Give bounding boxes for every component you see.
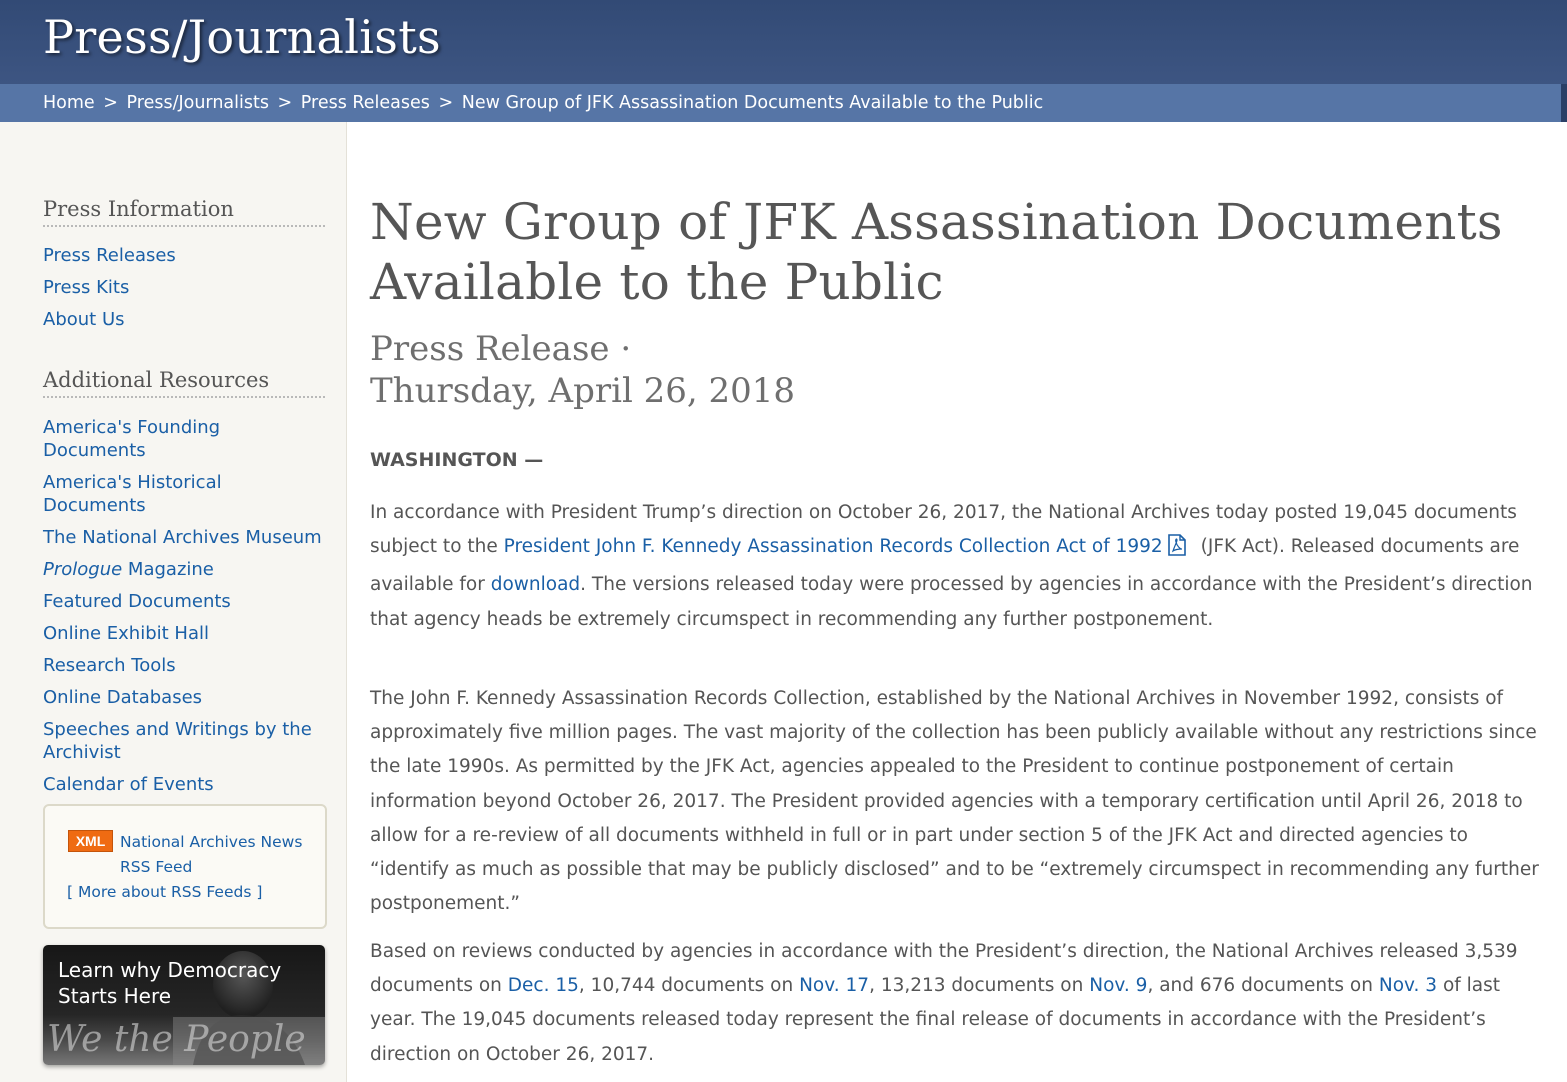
breadcrumb-current: New Group of JFK Assassination Documents Available to the Public [461,93,1044,113]
rss-bracket-open: [ [67,883,78,901]
paragraph-3-text-e: of last year. The 19,045 documents released today represent the final release of documents in accordance with the President’s direction on October 26, 2017. [370,975,1501,1065]
paragraph-3-text-d: , and 676 documents on [1147,975,1379,997]
rss-feed-box [43,804,327,929]
dec-15-link[interactable]: Dec. 15 [507,975,579,997]
breadcrumb-separator: > [438,93,454,113]
jfk-act-link[interactable]: President John F. Kennedy Assassination Records Collection Act of 1992 [503,536,1163,558]
paragraph-3-text-b: , 10,744 documents on [578,975,800,997]
breadcrumb-home[interactable]: Home [43,93,95,113]
xml-feed-icon[interactable]: XML [68,830,113,852]
democracy-promo-banner[interactable] [43,945,325,1065]
sidebar-link-speeches-writings[interactable]: Speeches and Writings by the Archivist [43,719,312,763]
promo-text: Learn why Democracy Starts Here [58,958,282,1008]
paragraph-1-text-b: (JFK Act). Released documents are available for [370,536,1520,596]
download-link[interactable]: download [490,574,581,596]
we-the-people-script: We the People [47,1019,306,1060]
paragraph-2: The John F. Kennedy Assassination Records Collection, established by the National Archives in November 1992, consists of approximately five million pages. The vast majority of the collection has been publicly available without any restrictions since the late 1990s. As permitted by the JFK Act, agencies appealed to the President to continue postponement of certain information beyond October 26, 2017. The President provided agencies with a temporary certification until April 26, 2018 to allow for a re-review of all documents withheld in full or in part under section 5 of the JFK Act and directed agencies to “identify as much as possible that may be publicly disclosed” and to be “extremely circumspect in recommending any further postponement.” [370,688,1539,915]
article-type: Press Release · [370,329,632,369]
article-date: Thursday, April 26, 2018 [370,371,796,411]
article-title: New Group of JFK Assassination Documents Available to the Public [370,193,1503,311]
site-header [0,0,1567,84]
sidebar-link-press-releases[interactable]: Press Releases [43,245,176,266]
breadcrumb-press-journalists[interactable]: Press/Journalists [126,93,269,113]
sidebar-link-featured-documents[interactable]: Featured Documents [43,591,231,612]
press-information-heading: Press Information [43,197,325,227]
additional-resources-list [43,416,328,805]
sidebar-link-national-archives-museum[interactable]: The National Archives Museum [43,527,322,548]
nov-3-link[interactable]: Nov. 3 [1378,975,1438,997]
paragraph-1 [370,496,1542,637]
paragraph-1-text-a: In accordance with President Trump’s direction on October 26, 2017, the National Archives today posted 19,045 documents subject to the [370,502,1517,558]
sidebar-link-about-us[interactable]: About Us [43,309,125,330]
sidebar-link-historical-documents[interactable]: America's Historical Documents [43,472,222,516]
sidebar-link-research-tools[interactable]: Research Tools [43,655,176,676]
sidebar-link-online-databases[interactable]: Online Databases [43,687,203,708]
more-about-rss-link[interactable]: More about RSS Feeds [77,883,252,901]
rss-more-info [67,880,262,904]
prologue-title: Prologue [43,559,123,580]
scrollbar[interactable] [1561,84,1567,122]
pdf-icon[interactable] [1167,534,1187,568]
magazine-label: Magazine [122,559,214,580]
rss-bracket-close: ] [251,883,263,901]
sidebar-link-calendar-of-events[interactable]: Calendar of Events [43,774,214,795]
sidebar-link-press-kits[interactable]: Press Kits [43,277,130,298]
nov-17-link[interactable]: Nov. 17 [799,975,870,997]
sidebar-link-online-exhibit-hall[interactable]: Online Exhibit Hall [43,623,209,644]
paragraph-3 [370,935,1542,1072]
breadcrumb-separator: > [277,93,293,113]
site-title[interactable]: Press/Journalists [43,10,441,64]
sidebar-link-founding-documents[interactable]: America's Founding Documents [43,417,221,461]
sidebar-link-prologue-magazine[interactable] [43,558,328,581]
paragraph-3-text-c: , 13,213 documents on [869,975,1090,997]
paragraph-1-text-c: . The versions released today were processed by agencies in accordance with the President’s direction that agency heads be extremely circumspect in recommending any further postponement. [370,574,1533,630]
breadcrumb-separator: > [103,93,118,113]
sidebar [0,122,347,1082]
breadcrumb [0,84,1567,122]
nov-9-link[interactable]: Nov. 9 [1089,975,1148,997]
rss-feed-link[interactable]: National Archives News RSS Feed [120,833,303,876]
press-information-list [43,244,328,340]
paragraph-3-text-a: Based on reviews conducted by agencies in accordance with the President’s direction, the National Archives released 3,539 documents on [370,941,1518,997]
article-meta [370,328,1070,412]
breadcrumb-press-releases[interactable]: Press Releases [300,93,430,113]
additional-resources-heading: Additional Resources [43,368,325,398]
dateline: WASHINGTON — [370,449,544,471]
